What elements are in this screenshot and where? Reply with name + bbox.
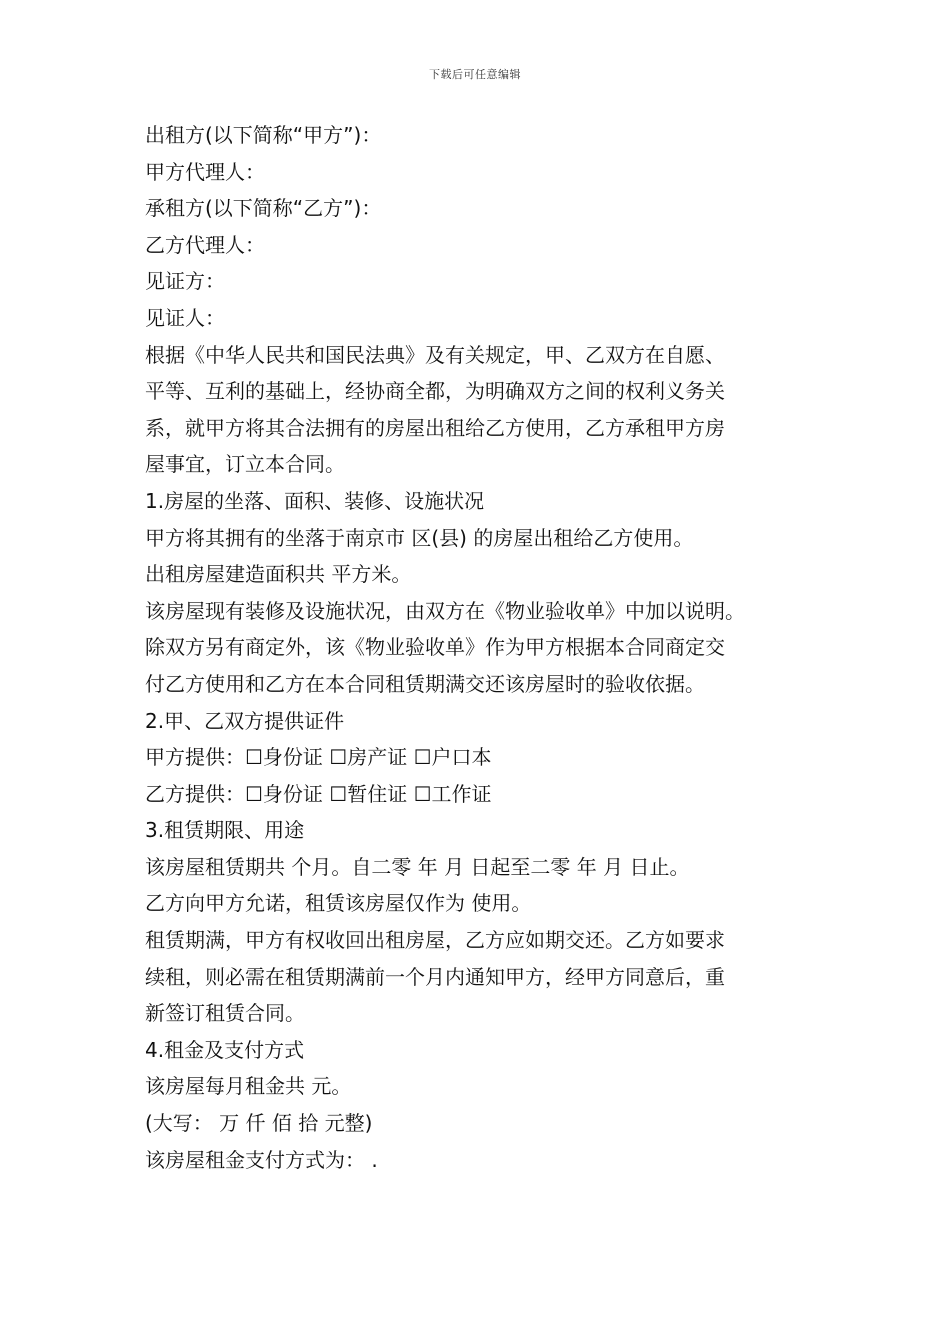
contract-body	[145, 117, 835, 1178]
section-heading-2: 2.甲、乙双方提供证件	[145, 708, 345, 733]
paragraph-line: 租赁期满，甲方有权收回出租房屋，乙方应如期交还。乙方如要求	[145, 928, 725, 953]
section-heading-4: 4.租金及支付方式	[145, 1037, 305, 1062]
lessee-line: 承租方(以下简称“乙方”)：	[145, 196, 382, 221]
lessee-agent-line: 乙方代理人：	[145, 232, 265, 257]
paragraph-line: 新签订租赁合同。	[145, 1001, 305, 1026]
section-heading-3: 3.租赁期限、用途	[145, 818, 305, 843]
witness-party-line: 见证方：	[145, 269, 225, 294]
lessor-line: 出租方(以下简称“甲方”)：	[145, 123, 382, 147]
paragraph-line: 付乙方使用和乙方在本合同租赁期满交还该房屋时的验收依据。	[145, 671, 705, 696]
lessor-documents-line: 甲方提供：☐身份证 ☐房产证 ☐户口本	[145, 745, 492, 770]
witness-person-line: 见证人：	[145, 305, 225, 330]
section-heading-1: 1.房屋的坐落、面积、装修、设施状况	[145, 488, 485, 513]
paragraph-line: 甲方将其拥有的坐落于南京市 区(县) 的房屋出租给乙方使用。	[145, 525, 694, 550]
paragraph-line: 乙方向甲方允诺，租赁该房屋仅作为 使用。	[145, 891, 532, 916]
page-header-note: 下载后可任意编辑	[429, 68, 521, 81]
paragraph-line: 该房屋租赁期共 个月。自二零 年 月 日起至二零 年 月 日止。	[145, 854, 690, 879]
paragraph-line: 该房屋租金支付方式为： .	[145, 1147, 378, 1172]
preamble-line: 系，就甲方将其合法拥有的房屋出租给乙方使用，乙方承租甲方房	[145, 415, 725, 440]
paragraph-line: 出租房屋建造面积共 平方米。	[145, 562, 412, 587]
paragraph-line: 该房屋每月租金共 元。	[145, 1074, 352, 1099]
preamble-line: 屋事宜，订立本合同。	[145, 452, 345, 477]
lessee-documents-line: 乙方提供：☐身份证 ☐暂住证 ☐工作证	[145, 781, 492, 806]
paragraph-line: 续租，则必需在租赁期满前一个月内通知甲方，经甲方同意后，重	[145, 964, 725, 989]
preamble-line: 根据《中华人民共和国民法典》及有关规定，甲、乙双方在自愿、	[145, 342, 725, 367]
paragraph-line: (大写： 万 仟 佰 拾 元整)	[145, 1111, 373, 1136]
paragraph-line: 该房屋现有装修及设施状况，由双方在《物业验收单》中加以说明。	[145, 598, 745, 623]
paragraph-line: 除双方另有商定外，该《物业验收单》作为甲方根据本合同商定交	[145, 635, 725, 660]
preamble-line: 平等、互利的基础上，经协商全都，为明确双方之间的权利义务关	[145, 379, 725, 404]
lessor-agent-line: 甲方代理人：	[145, 159, 265, 184]
